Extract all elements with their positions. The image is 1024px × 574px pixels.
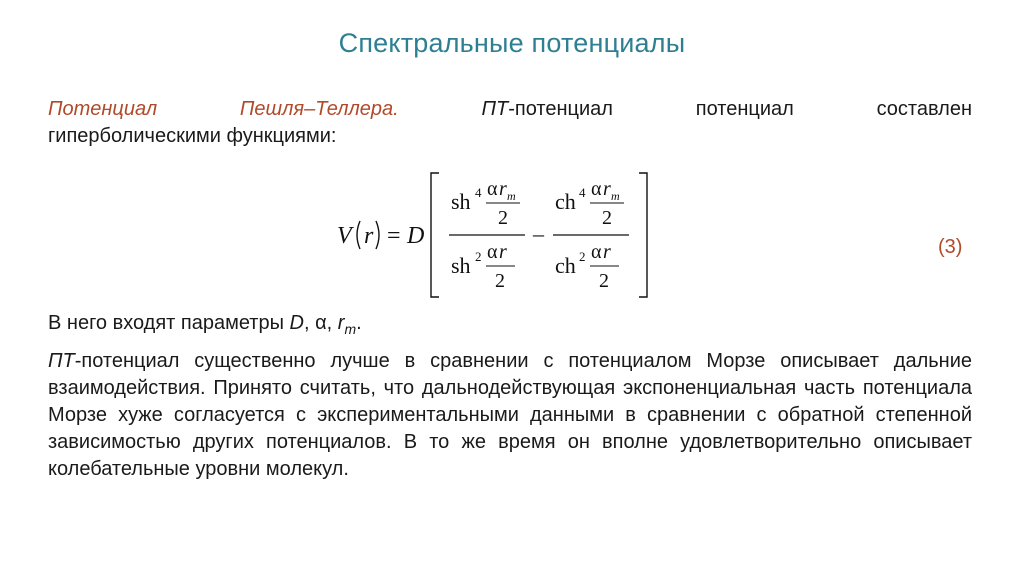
two-3: 2 xyxy=(602,207,612,229)
formula-r: r xyxy=(364,223,374,249)
formula-minus: – xyxy=(533,221,544,246)
params-prefix: В него входят параметры xyxy=(48,312,290,334)
ch-power-2: 2 xyxy=(579,249,586,264)
intro-paragraph xyxy=(48,96,972,150)
bracket-left xyxy=(431,173,439,297)
alpha-4: α xyxy=(591,241,602,263)
sh-power-4: 4 xyxy=(475,185,482,200)
param-D: D xyxy=(289,312,304,334)
formula-D: D xyxy=(407,223,425,249)
formula-svg xyxy=(335,165,665,305)
formula-V: V xyxy=(337,223,352,249)
ch-numerator: ch xyxy=(555,189,576,214)
ch-denominator: ch xyxy=(555,253,576,278)
bracket-right xyxy=(639,173,647,297)
r-1: r xyxy=(499,178,507,200)
intro-line-1-text: -потенциал потенциал составлен xyxy=(508,98,972,120)
r-2: r xyxy=(499,241,507,263)
lhs-paren-left xyxy=(357,221,360,249)
params-end: . xyxy=(356,312,362,334)
body-text: -потенциал существенно лучше в сравнении с потенциалом Морзе описывает дальние взаимодействия. Принято считать, что дальнодействующая экспоненциальная часть потенциала Морзе хуже согласуется с экспериментальными данными в сравнении с обратной степенной зависимостью других потенциалов. В то же время он вполне удовлетворительно описывает колебательные уровни молекул. xyxy=(48,350,972,480)
pt-potential-formula xyxy=(335,165,665,305)
r-3: r xyxy=(603,178,611,200)
pt-abbrev: ПТ xyxy=(481,98,509,120)
slide-title: Спектральные потенциалы xyxy=(338,28,686,58)
ch-power-4: 4 xyxy=(579,185,586,200)
pt-potential-heading: Потенциал Пешля–Теллера. xyxy=(48,98,399,120)
two-1: 2 xyxy=(498,207,508,229)
sh-power-2: 2 xyxy=(475,249,482,264)
param-m-subscript: m xyxy=(344,321,357,337)
m-1: m xyxy=(507,189,516,203)
parameters-line xyxy=(48,310,972,343)
body-pt-abbrev: ПТ xyxy=(48,350,75,372)
formula-equals: = xyxy=(387,223,401,249)
m-3: m xyxy=(611,189,620,203)
intro-line-2: гиперболическими функциями: xyxy=(48,125,337,147)
sh-numerator-1: sh xyxy=(451,189,471,214)
r-4: r xyxy=(603,241,611,263)
sh-denominator-1: sh xyxy=(451,253,471,278)
params-sep: , α, xyxy=(303,312,338,334)
body-paragraph xyxy=(48,348,972,483)
alpha-1: α xyxy=(487,178,498,200)
alpha-3: α xyxy=(591,178,602,200)
intro-line-1 xyxy=(48,96,972,123)
alpha-2: α xyxy=(487,241,498,263)
two-4: 2 xyxy=(599,270,609,292)
two-2: 2 xyxy=(495,270,505,292)
param-r: r xyxy=(337,312,345,334)
lhs-paren-right xyxy=(376,221,379,249)
equation-number: (3) xyxy=(938,236,963,258)
